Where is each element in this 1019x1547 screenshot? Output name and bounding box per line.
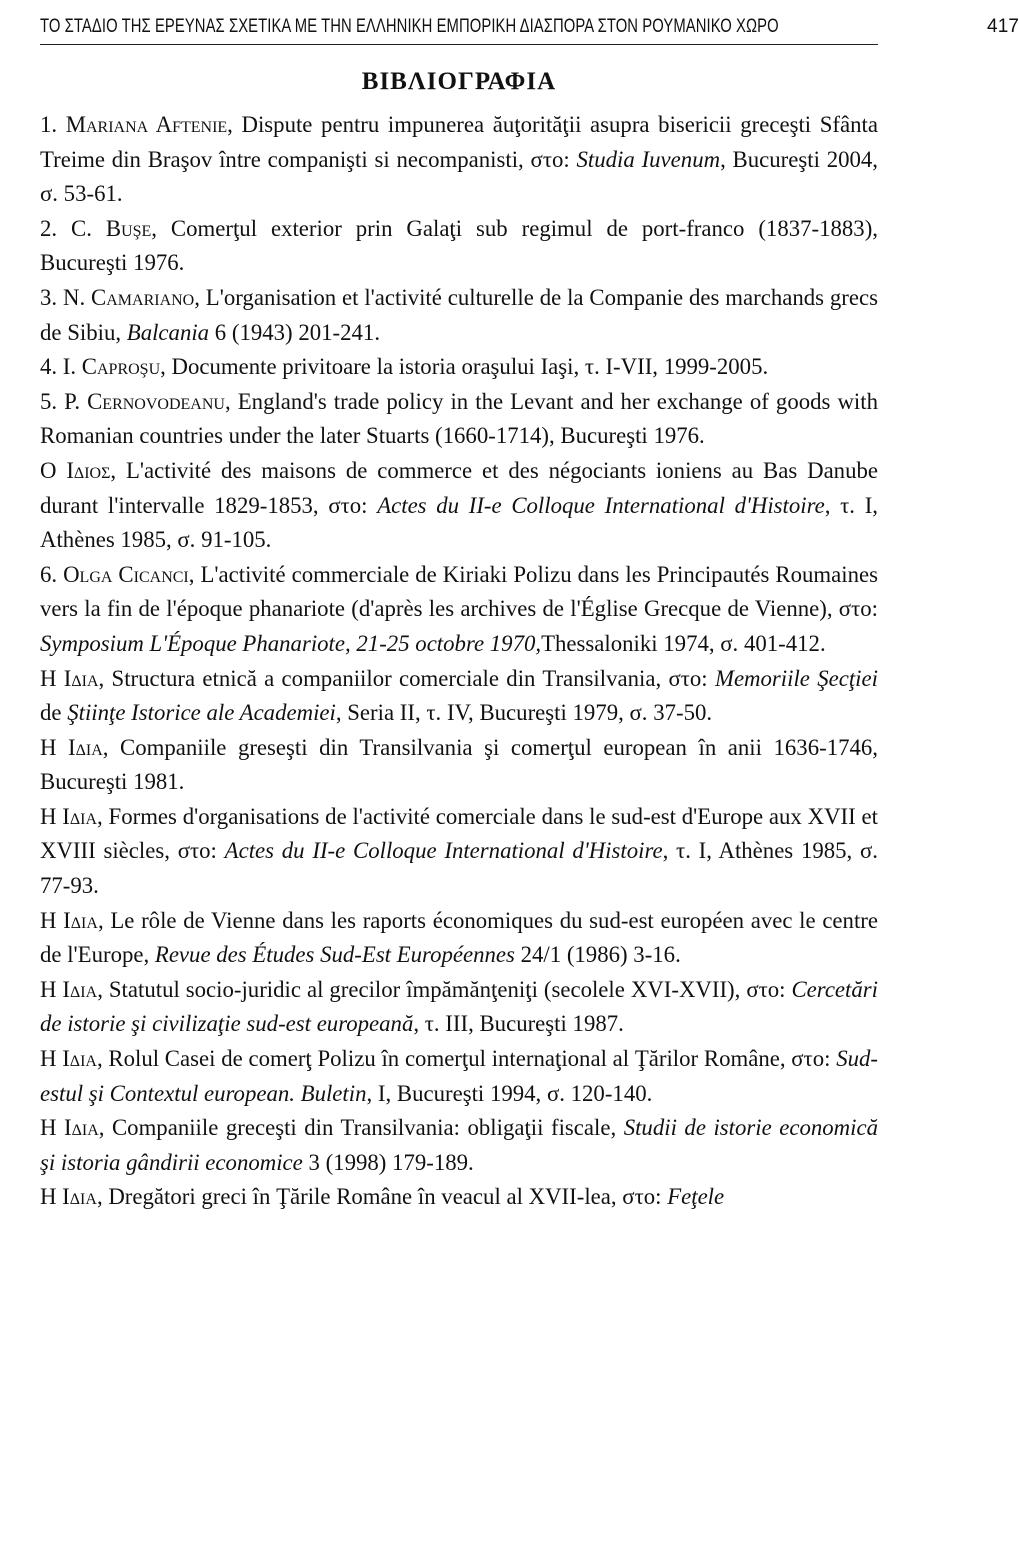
reference-title-italic: Revue des Études Sud-Est Européennes bbox=[154, 942, 515, 968]
reference-text: , Companiile greseşti din Transilvania şi comerţul european în anii 1636-1746, Bucureşti 1981. bbox=[40, 734, 878, 795]
reference-text: , Dregători greci în Ţările Române în veacul al XVII-lea, στο: bbox=[96, 1184, 668, 1210]
reference-entry bbox=[40, 454, 878, 558]
reference-number: 3. bbox=[40, 284, 63, 310]
reference-text: , L'organisation et l'activité culturelle de la Companie des marchands grecs de Sibiu, bbox=[40, 284, 878, 345]
reference-author: C. Buşe bbox=[71, 215, 152, 241]
running-head-title: ΤΟ ΣΤΑΔΙΟ ΤΗΣ ΕΡΕΥΝΑΣ ΣΧΕΤΙΚΑ ΜΕ ΤΗΝ ΕΛΛΗΝΙΚΗ ΕΜΠΟΡΙΚΗ ΔΙΑΣΠΟΡΑ ΣΤΟΝ ΡΟΥΜΑΝΙΚΟ ΧΩΡΟ bbox=[40, 16, 779, 37]
reference-text: , Companiile greceşti din Transilvania: obligaţii fiscale, bbox=[98, 1115, 624, 1141]
reference-entry bbox=[40, 108, 878, 212]
reference-text: , Seria II, τ. IV, Bucureşti 1979, σ. 37-50. bbox=[335, 700, 713, 726]
reference-author: Η Ιδια bbox=[40, 976, 98, 1002]
reference-entry bbox=[40, 350, 878, 385]
reference-number: 1. bbox=[40, 112, 66, 137]
reference-text: , τ. I, Athènes 1985, σ. 91-105. bbox=[40, 492, 878, 553]
reference-text: , τ. I, Athènes 1985, σ. 77-93. bbox=[40, 838, 878, 899]
reference-text: 3 (1998) 179-189. bbox=[302, 1149, 474, 1175]
reference-entry bbox=[40, 973, 878, 1042]
reference-author: Ο Ιδιος bbox=[40, 457, 111, 483]
reference-author: P. Cernovodeanu bbox=[64, 388, 225, 414]
reference-entry bbox=[40, 904, 878, 973]
page-number: 417 bbox=[987, 16, 1019, 37]
reference-entry bbox=[40, 558, 878, 662]
reference-text: , Bucureşti 2004, σ. 53-61. bbox=[40, 146, 879, 207]
reference-title-italic: Studia Iuvenum bbox=[576, 146, 721, 172]
reference-entry bbox=[40, 212, 878, 281]
reference-title-italic: Ştiinţe Istorice ale Academiei bbox=[67, 700, 336, 726]
reference-title-italic: Cercetări de istorie şi civilizaţie sud-est europeană bbox=[40, 976, 878, 1037]
reference-title-italic: Symposium L'Époque Phanariote, 21-25 octobre 1970, bbox=[40, 630, 542, 656]
reference-entry bbox=[40, 1111, 878, 1180]
reference-title-italic: Studii de istorie economică şi istoria gândirii economice bbox=[40, 1115, 878, 1175]
reference-text: , England's trade policy in the Levant and her exchange of goods with Romanian countries under the later Stuarts (1660-1714), Bucureşti 1976. bbox=[40, 388, 878, 449]
reference-entry bbox=[40, 662, 878, 731]
reference-list bbox=[40, 108, 878, 1215]
reference-number: 4. bbox=[40, 354, 63, 380]
reference-entry bbox=[40, 1180, 878, 1215]
reference-text: de bbox=[40, 700, 68, 726]
header-rule bbox=[40, 44, 878, 45]
reference-title-italic: Sud-estul şi Contextul european. Buletin bbox=[40, 1046, 878, 1106]
reference-text: , Rolul Casei de comerţ Polizu în comerţul internaţional al Ţărilor Române, στο: bbox=[96, 1046, 837, 1072]
reference-entry bbox=[40, 800, 878, 904]
reference-text: 6 (1943) 201-241. bbox=[209, 319, 381, 345]
reference-text: , Comerţul exterior prin Galaţi sub regimul de port-franco (1837-1883), Bucureşti 1976. bbox=[40, 215, 878, 276]
reference-title-italic: Memoriile Şecţiei bbox=[714, 665, 878, 691]
reference-text: , Structura etnică a companiilor comerciale din Transilvania, στο: bbox=[98, 665, 715, 691]
reference-title-italic: Actes du II-e Colloque International d'Histoire bbox=[377, 492, 825, 518]
reference-author: Mariana Aftenie bbox=[65, 112, 228, 137]
reference-author: I. Caproşu bbox=[62, 354, 161, 380]
reference-entry bbox=[40, 281, 878, 350]
reference-author: Η Ιδια bbox=[40, 734, 103, 760]
reference-text: , L'activité commerciale de Kiriaki Polizu dans les Principautés Roumaines vers la fin de l'époque phanariote (d'après les archives de l'Église Grecque de Vienne), στο: bbox=[40, 561, 878, 622]
reference-author: Olga Cicanci bbox=[63, 561, 189, 587]
running-head bbox=[40, 16, 1019, 38]
reference-text: , L'activité des maisons de commerce et des négociants ioniens au Bas Danube durant l'intervalle 1829-1853, στο: bbox=[40, 457, 878, 518]
reference-author: Η Ιδια bbox=[40, 907, 98, 933]
reference-number: 6. bbox=[40, 561, 64, 587]
reference-title-italic: Feţele bbox=[667, 1184, 725, 1210]
reference-author: Η Ιδια bbox=[40, 665, 99, 691]
reference-text: , Le rôle de Vienne dans les raports économiques du sud-est européen avec le centre de l'Europe, bbox=[40, 907, 878, 968]
reference-author: Η Ιδια bbox=[40, 1115, 99, 1141]
reference-author: N. Camariano bbox=[62, 284, 195, 310]
reference-text: , Dispute pentru impunerea ăuţorităţii asupra bisericii greceşti Sfânta Treime din Braşov între companişti si necompanisti, στο: bbox=[40, 112, 878, 172]
reference-text: 24/1 (1986) 3-16. bbox=[514, 942, 681, 968]
reference-number: 2. bbox=[40, 215, 72, 241]
reference-text: , Formes d'organisations de l'activité comerciale dans le sud-est d'Europe aux XVII et XVIII siècles, στο: bbox=[40, 803, 878, 864]
reference-number: 5. bbox=[40, 388, 65, 414]
reference-text: , I, Bucureşti 1994, σ. 120-140. bbox=[366, 1080, 653, 1106]
reference-entry bbox=[40, 1042, 878, 1111]
reference-author: Η Ιδια bbox=[40, 803, 98, 829]
reference-entry bbox=[40, 731, 878, 800]
reference-author: Η Ιδια bbox=[40, 1046, 97, 1072]
reference-entry bbox=[40, 385, 878, 454]
reference-text: , Statutul socio-juridic al grecilor împămănţeniţi (secolele XVI-XVII), στο: bbox=[97, 976, 792, 1002]
reference-text: , Documente privitoare la istoria oraşului Iaşi, τ. I-VII, 1999-2005. bbox=[160, 354, 769, 380]
bibliography-heading: ΒΙΒΛΙΟΓΡΑΦΙΑ bbox=[361, 68, 557, 95]
reference-text: Thessaloniki 1974, σ. 401-412. bbox=[541, 630, 826, 656]
reference-title-italic: Actes du II-e Colloque International d'Histoire bbox=[224, 838, 663, 864]
reference-title-italic: Balcania bbox=[126, 319, 210, 345]
reference-author: Η Ιδια bbox=[40, 1184, 97, 1210]
reference-text: , τ. III, Bucureşti 1987. bbox=[413, 1011, 624, 1037]
